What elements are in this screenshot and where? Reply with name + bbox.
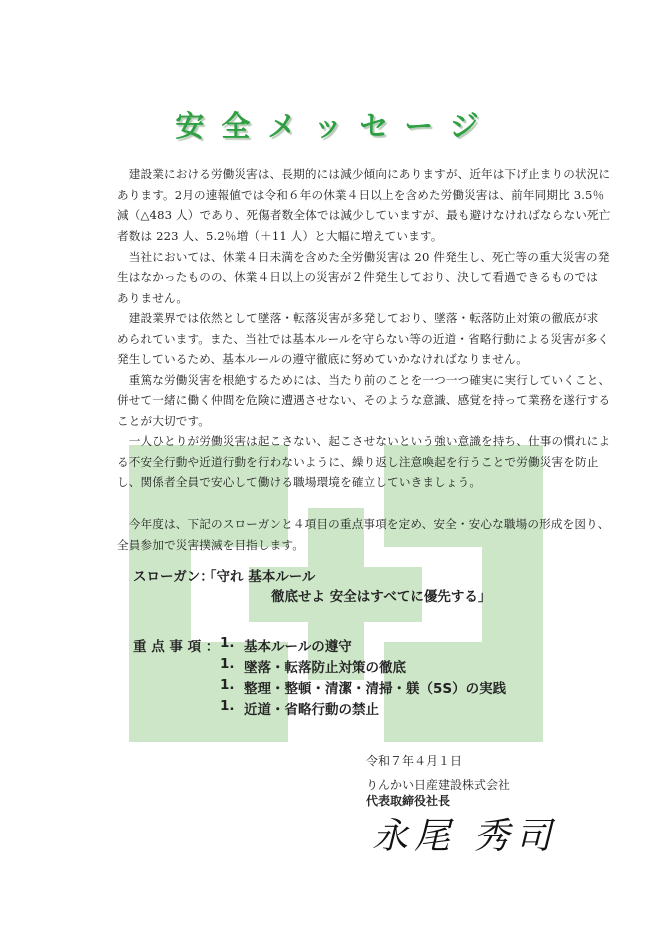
priority-item: 基本ルールの遵守 <box>244 639 352 655</box>
priority-number: 1. <box>220 677 235 693</box>
body-line: められています。また、当社では基本ルールを守らない等の近道・省略行動による災害が多く <box>117 332 610 346</box>
priority-number: 1. <box>220 698 235 714</box>
priority-item: 整理・整頓・清潔・清掃・躾（5S）の実践 <box>244 681 507 697</box>
priorities-label: 重 点 事 項 ： <box>133 639 220 655</box>
body-line: 一人ひとりが労働災害は起こさない、起こさせないという強い意識を持ち、仕事の慣れによ <box>117 434 611 448</box>
priority-item: 墜落・転落防止対策の徹底 <box>244 660 406 676</box>
priority-number: 1. <box>220 635 235 651</box>
body-line: 重篤な労働災害を根絶するためには、当たり前のことを一つ一つ確実に実行していくこと、 <box>117 373 611 387</box>
body-line: 生はなかったものの、休業４日以上の災害が２件発生しており、決して看過できるものでは <box>117 270 599 284</box>
body-line: 建設業における労働災害は、長期的には減少傾向にありますが、近年は下げ止まりの状況に <box>117 167 611 181</box>
body-line: 建設業界では依然として墜落・転落災害が多発しており、墜落・転落防止対策の徹底が求 <box>117 311 599 325</box>
body-line: ありません。 <box>117 291 189 305</box>
body-line: 発生しているため、基本ルールの遵守徹底に努めていかなければなりません。 <box>117 352 529 366</box>
body-line: し、関係者全員で安心して働ける職場環境を確立していきましょう。 <box>117 475 482 489</box>
page-title: 安全メッセージ <box>175 109 496 143</box>
body-line: あります。2月の速報値では令和６年の休業４日以上を含めた労働災害は、前年同期比 3.5％ <box>117 188 605 202</box>
body-line: ことが大切です。 <box>117 414 211 428</box>
company-name: りんかい日産建設株式会社 <box>366 778 511 792</box>
body-line: 当社においては、休業４日未満を含めた全労働災害は 20 件発生し、死亡等の重大災害の発 <box>117 250 610 264</box>
body-line: 者数は 223 人、5.2％増（＋11 人）と大幅に増えています。 <box>117 229 443 243</box>
signature: 永尾 秀司 <box>372 816 558 857</box>
priority-item: 近道・省略行動の禁止 <box>244 702 379 718</box>
intro-line: 全員参加で災害撲滅を目指します。 <box>117 538 304 552</box>
slogan-line-2: 徹底せよ 安全はすべてに優先する」 <box>271 589 492 605</box>
intro-line: 今年度は、下記のスローガンと４項目の重点事項を定め、安全・安心な職場の形成を図り、 <box>117 517 610 531</box>
date: 令和７年４月１日 <box>366 754 463 768</box>
position: 代表取締役社長 <box>366 794 451 808</box>
body-line: る不安全行動や近道行動を行わないように、繰り返し注意喚起を行うことで労働災害を防止 <box>117 455 599 469</box>
slogan-line-1: 「守れ 基本ルール <box>203 569 316 585</box>
slogan-label: スローガン： <box>133 569 214 585</box>
body-line: 併せて一緒に働く仲間を危険に遭遇させない、そのような意識、感覚を持って業務を遂行する <box>117 393 611 407</box>
priority-number: 1. <box>220 656 235 672</box>
body-line: 減（△483 人）であり、死傷者数全体では減少していますが、最も避けなければならない死亡 <box>117 208 611 222</box>
